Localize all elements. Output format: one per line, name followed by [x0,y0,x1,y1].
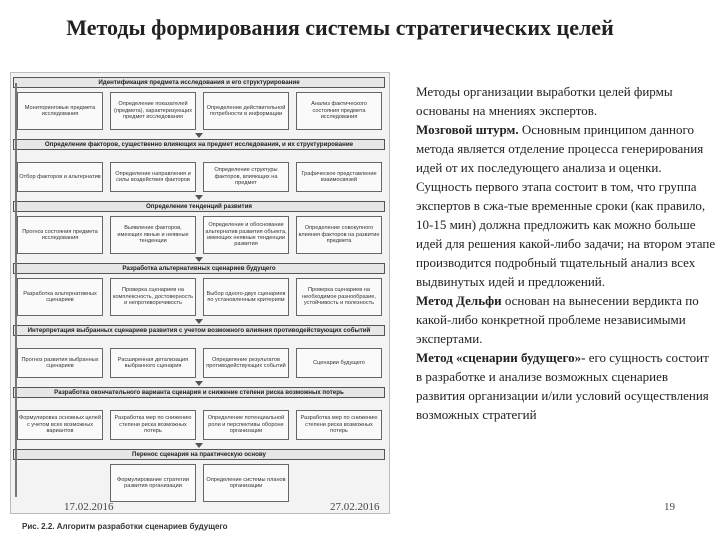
page-number: 19 [664,501,675,513]
down-arrow-icon [195,195,203,200]
flow-step-box: Мониторинговые предмета исследования [17,92,103,130]
flow-step-box: Прогноз состояния предмета исследования [17,216,103,254]
flow-step-box: Выявление факторов, имеющих явные и неявные тенденции [110,216,196,254]
flow-stage-heading: Разработка альтернативных сценариев будущего [13,263,385,274]
flow-step-box: Прогноз развития выбранных сценариев [17,348,103,378]
flow-step-box: Определение системы планов организации [203,464,289,502]
delphi-body: основан на вынесении вердикта по какой-либо конкретной проблеме независимыми экспертами. [416,293,699,346]
flow-step-box: Расширенная детализация выбранного сценария [110,348,196,378]
scenario-paragraph [394,348,716,424]
brainstorm-body: Основным принципом данного метода является отделение процесса генерирования идей от их последующего анализа и оценки. Сущность первого этапа состоит в том, что группа экспертов в сжа-тые временные сроки (как правило, 10-15 мин) должна предложить как можно больше идей для решения какой-либо задачи; на втором этапе производится подробный тщательный анализ всех выдвинутых идей и предложений. [416,122,716,289]
flow-step-box: Сценарии будущего [296,348,382,378]
flow-stage-heading: Перенос сценария на практическую основу [13,449,385,460]
flow-step-box: Графическое представление взаимосвязей [296,162,382,192]
flow-step-box: Анализ фактического состояния предмета исследования [296,92,382,130]
brainstorm-paragraph [394,120,716,291]
date-left: 17.02.2016 [64,501,114,513]
intro-paragraph [394,82,716,120]
down-arrow-icon [195,319,203,324]
flow-step-box: Определение совокупного влияния факторов на развитие предмета [296,216,382,254]
intro-text: Методы организации выработки целей фирмы основаны на мнениях экспертов. [416,84,673,118]
down-arrow-icon [195,381,203,386]
flow-step-box: Формулировка основных целей с учетом всех возможных вариантов [17,410,103,440]
brainstorm-term: Мозговой штурм. [416,122,519,137]
flow-step-box: Разработка альтернативных сценариев [17,278,103,316]
flow-stage [13,77,385,135]
feedback-line [15,83,17,497]
flow-stage-heading: Идентификация предмета исследования и его структурирование [13,77,385,88]
flow-step-box: Разработка мер по снижению степени риска возможных потерь [110,410,196,440]
flow-stage [13,139,385,197]
flow-step-box: Определение направления и силы воздействия факторов [110,162,196,192]
flow-stage [13,387,385,445]
delphi-term: Метод Дельфи [416,293,502,308]
slide-title: Методы формирования системы стратегических целей [66,15,614,40]
flow-stage [13,201,385,259]
methods-text [394,82,716,424]
flow-step-box: Определение и обоснование альтернатив развития объекта, имеющих неявные тенденции развития [203,216,289,254]
flow-step-box: Определение структуры факторов, влияющих на предмет [203,162,289,192]
down-arrow-icon [195,133,203,138]
flow-step-box: Определение действительной потребности в информации [203,92,289,130]
figure-caption: Рис. 2.2. Алгоритм разработки сценариев будущего [22,522,228,531]
scenario-term: Метод «сценарии будущего»- [416,350,586,365]
flow-stage-heading: Разработка окончательного варианта сценария и снижение степени риска возможных потерь [13,387,385,398]
date-right: 27.02.2016 [330,501,380,513]
flow-stage [13,263,385,321]
flow-step-box: Проверка сценариев на необходимое разнообразие, устойчивость и полезность [296,278,382,316]
flow-step-box: Определение показателей (предмета), характеризующих предмет исследования [110,92,196,130]
algorithm-figure [10,72,390,514]
scenario-body: его сущность состоит в разработке и анализе возможных сценариев развития организации и/или условий осуществления возможных стратегий [416,350,709,422]
flow-stage [13,325,385,383]
flow-step-box: Определение потенциальной роли и перспективы обороне организации [203,410,289,440]
flow-step-box: Выбор одного-двух сценариев по установленным критериям [203,278,289,316]
flow-step-box: Разработка мер по снижению степени риска возможных потерь [296,410,382,440]
down-arrow-icon [195,257,203,262]
flow-stage-heading: Интерпретация выбранных сценариев развития с учетом возможного влияния противодействующих событий [13,325,385,336]
flow-step-box: Проверка сценариев на комплексность, достоверность и непротиворечивость [110,278,196,316]
flow-stage [13,449,385,507]
flow-step-box: Определение результатов противодействующих событий [203,348,289,378]
flow-stage-heading: Определение факторов, существенно влияющих на предмет исследования, и их структурирование [13,139,385,150]
flow-step-box: Формулирование стратегии развития организации [110,464,196,502]
flow-step-box: Отбор факторов и альтернатив [17,162,103,192]
delphi-paragraph [394,291,716,348]
flow-stage-heading: Определение тенденций развития [13,201,385,212]
down-arrow-icon [195,443,203,448]
